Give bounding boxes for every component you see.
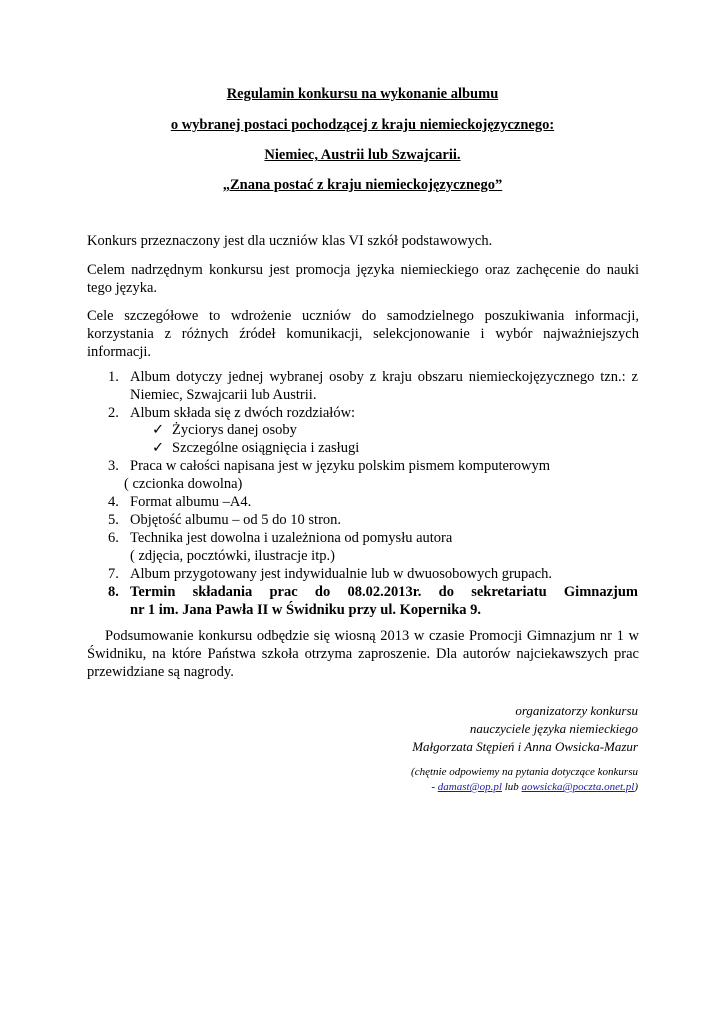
rule-number-7: 7.	[108, 566, 119, 582]
rule-1-line-2: Niemiec, Szwajcarii lub Austrii.	[130, 387, 317, 403]
rule-3-line-2: ( czcionka dowolna)	[124, 476, 243, 492]
title-line-2: o wybranej postaci pochodzącej z kraju niemieckojęzycznego:	[170, 117, 555, 133]
email-link-2[interactable]: aowsicka@poczta.onet.pl	[521, 781, 635, 793]
rule-number-5: 5.	[108, 512, 119, 528]
checkmark-icon: ✓	[152, 440, 165, 456]
intro-paragraph-2-line-2: tego języka.	[87, 280, 158, 296]
rule-2-sub-2: Szczególne osiągnięcia i zasługi	[172, 440, 360, 456]
title-line-3: Niemiec, Austrii lub Szwajcarii.	[264, 147, 461, 163]
contact-line-2	[431, 780, 638, 795]
rule-5: Objętość albumu – od 5 do 10 stron.	[130, 512, 342, 528]
rule-number-4: 4.	[108, 494, 119, 510]
rule-8-line-2: nr 1 im. Jana Pawła II w Świdniku przy ul. Kopernika 9.	[130, 602, 482, 618]
intro-paragraph-3-line-2: korzystania z różnych źródeł komunikacji, selekcjonowanie i wybór najważniejszych	[87, 326, 639, 342]
intro-paragraph-1: Konkurs przeznaczony jest dla uczniów klas VI szkół podstawowych.	[87, 233, 493, 249]
signature-line-1: organizatorzy konkursu	[515, 703, 638, 718]
rule-number-8: 8.	[108, 584, 119, 600]
title-line-4: „Znana postać z kraju niemieckojęzycznego”	[222, 177, 503, 193]
rule-6-line-2: ( zdjęcia, pocztówki, ilustracje itp.)	[130, 548, 335, 564]
email-link-1[interactable]: damast@op.pl	[437, 781, 502, 793]
contact-suffix: )	[634, 781, 638, 793]
contact-prefix: -	[431, 781, 438, 793]
rule-1-line-1: Album dotyczy jednej wybranej osoby z kraju obszaru niemieckojęzycznego tzn.: z	[130, 369, 638, 385]
rule-number-6: 6.	[108, 530, 119, 546]
summary-line-1: Podsumowanie konkursu odbędzie się wiosną 2013 w czasie Promocji Gimnazjum nr 1 w	[105, 628, 639, 644]
rule-3-line-1: Praca w całości napisana jest w języku polskim pismem komputerowym	[130, 458, 551, 474]
rule-6-line-1: Technika jest dowolna i uzależniona od pomysłu autora	[130, 530, 453, 546]
rule-7: Album przygotowany jest indywidualnie lub w dwuosobowych grupach.	[130, 566, 553, 582]
rule-number-3: 3.	[108, 458, 119, 474]
signature-line-2: nauczyciele języka niemieckiego	[469, 721, 638, 736]
rule-2-sub-1: Życiorys danej osoby	[172, 422, 297, 438]
rule-8-line-1: Termin składania prac do 08.02.2013r. do sekretariatu Gimnazjum	[130, 584, 638, 600]
rule-4: Format albumu –A4.	[130, 494, 252, 510]
contact-line-1: (chętnie odpowiemy na pytania dotyczące konkursu	[411, 766, 638, 778]
checkmark-icon: ✓	[152, 422, 165, 438]
rule-2: Album składa się z dwóch rozdziałów:	[130, 405, 356, 421]
rule-number-1: 1.	[108, 369, 119, 385]
title-line-1: Regulamin konkursu na wykonanie albumu	[226, 86, 499, 102]
signature-line-3: Małgorzata Stępień i Anna Owsicka-Mazur	[412, 739, 638, 754]
contact-joiner: lub	[501, 781, 522, 793]
intro-paragraph-2-line-1: Celem nadrzędnym konkursu jest promocja języka niemieckiego oraz zachęcenie do nauki	[87, 262, 639, 278]
summary-line-2: Świdniku, na które Państwa szkoła otrzyma zaproszenie. Dla autorów najciekawszych prac	[87, 646, 639, 662]
rule-number-2: 2.	[108, 405, 119, 421]
summary-line-3: przewidziane są nagrody.	[87, 664, 234, 680]
intro-paragraph-3-line-1: Cele szczegółowe to wdrożenie uczniów do samodzielnego poszukiwania informacji,	[87, 308, 639, 324]
intro-paragraph-3-line-3: informacji.	[87, 344, 152, 360]
